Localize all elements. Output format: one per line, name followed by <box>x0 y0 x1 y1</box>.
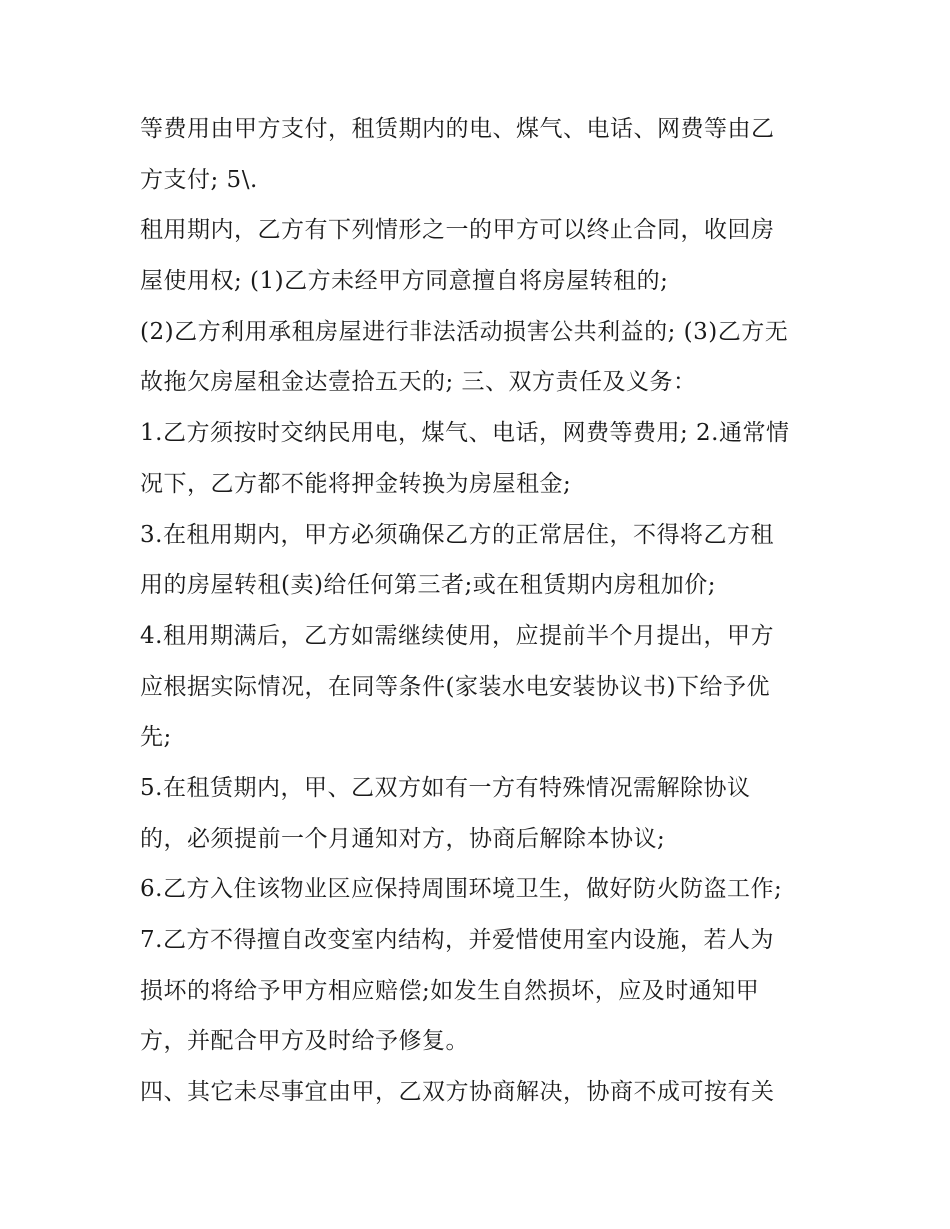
text-line: 屋使用权; (1)乙方未经甲方同意擅自将房屋转租的; <box>140 268 669 295</box>
text-line: 6.乙方入住该物业区应保持周围环境卫生，做好防火防盗工作; <box>140 876 783 903</box>
text-line: 故拖欠房屋租金达壹拾五天的; 三、双方责任及义务： <box>140 369 697 396</box>
text-line: 等费用由甲方支付，租赁期内的电、煤气、电话、网费等由乙 <box>140 116 775 142</box>
text-line: 方支付; 5\. <box>140 166 258 193</box>
text-line: 况下，乙方都不能将押金转换为房屋租金; <box>140 470 572 497</box>
text-line: 四、其它未尽事宜由甲，乙双方协商解决，协商不成可按有关 <box>140 1079 775 1106</box>
text-line: 用的房屋转租(卖)给任何第三者;或在租赁期内房租加价; <box>140 572 716 599</box>
text-line: (2)乙方利用承租房屋进行非法活动损害公共利益的; (3)乙方无 <box>140 318 789 345</box>
text-line: 4.租用期满后，乙方如需继续使用，应提前半个月提出，甲方 <box>140 622 774 649</box>
text-line: 的，必须提前一个月通知对方，协商后解除本协议; <box>140 825 666 852</box>
text-line: 租用期内，乙方有下列情形之一的甲方可以终止合同，收回房 <box>140 217 775 244</box>
document-body <box>140 104 830 1118</box>
text-line: 5.在租赁期内，甲、乙双方如有一方有特殊情况需解除协议 <box>140 774 751 801</box>
text-line: 先; <box>140 724 172 751</box>
text-line: 应根据实际情况，在同等条件(家装水电安装协议书)下给予优 <box>140 673 770 700</box>
text-line: 方，并配合甲方及时给予修复。 <box>140 1028 469 1055</box>
text-line: 损坏的将给予甲方相应赔偿;如发生自然损坏，应及时通知甲 <box>140 977 760 1004</box>
text-line: 3.在租用期内，甲方必须确保乙方的正常居住，不得将乙方租 <box>140 521 774 548</box>
text-line: 7.乙方不得擅自改变室内结构，并爱惜使用室内设施，若人为 <box>140 927 774 953</box>
text-line: 1.乙方须按时交纳民用电，煤气、电话，网费等费用; 2.通常情 <box>140 420 790 447</box>
